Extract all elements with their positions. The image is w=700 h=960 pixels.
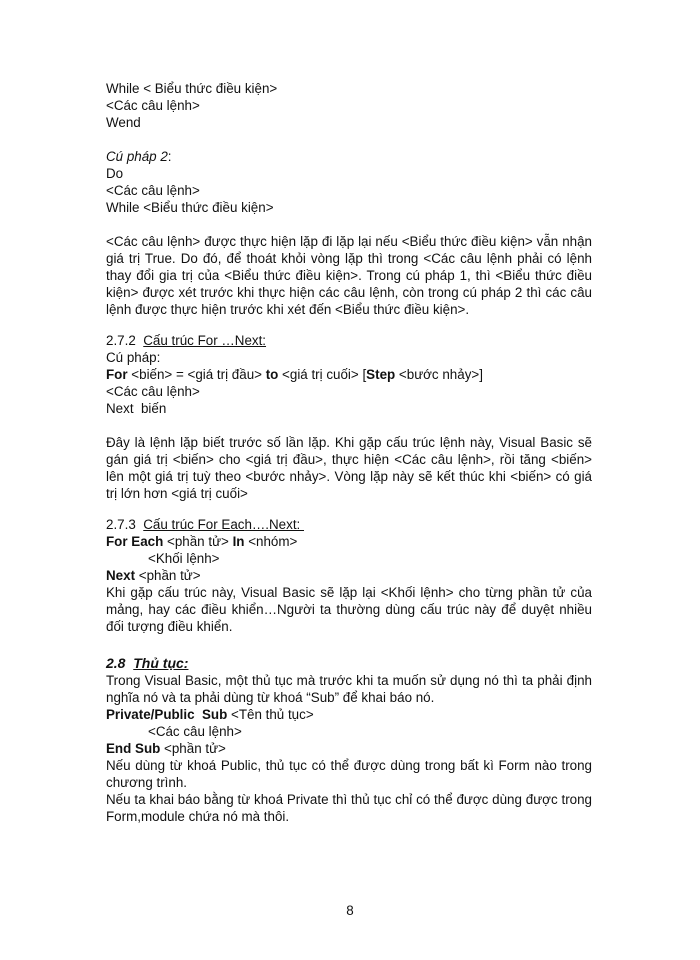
code-line: <Các câu lệnh> bbox=[106, 98, 200, 113]
page-number: 8 bbox=[346, 903, 354, 918]
syntax2-label: Cú pháp 2: bbox=[106, 149, 172, 164]
code-line: While <Biểu thức điều kiện> bbox=[106, 200, 274, 215]
section-heading-273: 2.7.3 Cấu trúc For Each….Next: bbox=[106, 517, 304, 532]
paragraph-public: Nếu dùng từ khoá Public, thủ tục có thể được dùng trong bất kì Form nào trong chương trình. bbox=[106, 758, 592, 790]
paragraph-for: Đây là lệnh lặp biết trước số lần lặp. Khi gặp cấu trúc lệnh này, Visual Basic sẽ gán giá trị <biến> cho <giá trị đầu>, thực hiện <Các câu lệnh>, rồi tăng <biến> lên một giá trị tuỳ theo <bước nhảy>. Vòng lặp này sẽ kết thúc khi <biến> có giá trị lớn hơn <giá trị cuối> bbox=[106, 435, 592, 501]
page-content bbox=[106, 80, 592, 825]
code-line-endsub: End Sub <phần tử> bbox=[106, 741, 226, 756]
code-line: Wend bbox=[106, 115, 141, 130]
code-line-for: For <biến> = <giá trị đầu> to <giá trị cuối> [Step <bước nhảy>] bbox=[106, 367, 483, 382]
code-line: While < Biểu thức điều kiện> bbox=[106, 81, 278, 96]
section-heading-28: 2.8 Thủ tục: bbox=[106, 655, 189, 671]
code-line: <Các câu lệnh> bbox=[106, 183, 200, 198]
paragraph-foreach: Khi gặp cấu trúc này, Visual Basic sẽ lặp lại <Khối lệnh> cho từng phần tử của mảng, hay các điều khiển…Người ta thường dùng cấu trúc này để duyệt nhiều đối tượng điều khiển. bbox=[106, 585, 592, 634]
code-line-foreach: For Each <phần tử> In <nhóm> bbox=[106, 534, 298, 549]
code-line-next: Next <phần tử> bbox=[106, 568, 201, 583]
code-line: <Khối lệnh> bbox=[148, 551, 220, 566]
paragraph-sub: Trong Visual Basic, một thủ tục mà trước khi ta muốn sử dụng nó thì ta phải định nghĩa nó và ta phải dùng từ khoá “Sub” để khai báo nó. bbox=[106, 673, 592, 705]
code-line: Next biến bbox=[106, 401, 167, 416]
code-line: Do bbox=[106, 166, 124, 181]
code-line-private: Private/Public Sub <Tên thủ tục> bbox=[106, 707, 314, 722]
paragraph-private: Nếu ta khai báo bằng từ khoá Private thì thủ tục chỉ có thể được dùng được trong Form,module chứa nó mà thôi. bbox=[106, 792, 592, 824]
section-heading-272: 2.7.2 Cấu trúc For …Next: bbox=[106, 333, 267, 348]
code-line: <Các câu lệnh> bbox=[148, 724, 242, 739]
paragraph-loop: <Các câu lệnh> được thực hiện lặp đi lặp lại nếu <Biểu thức điều kiện> vẫn nhận giá trị True. Do đó, để thoát khỏi vòng lặp thì trong <Các câu lệnh phải có lệnh thay đổi gia trị của <Biểu thức điều kiện>. Trong cú pháp 1, thì <Biểu thức điều kiện> được xét trước khi thực hiện các câu lệnh, còn trong cú pháp 2 thì các câu lệnh được thực hiện trước khi xét đến <Biểu thức điều kiện>. bbox=[106, 234, 592, 317]
code-line: <Các câu lệnh> bbox=[106, 384, 200, 399]
syntax-label: Cú pháp: bbox=[106, 350, 161, 365]
